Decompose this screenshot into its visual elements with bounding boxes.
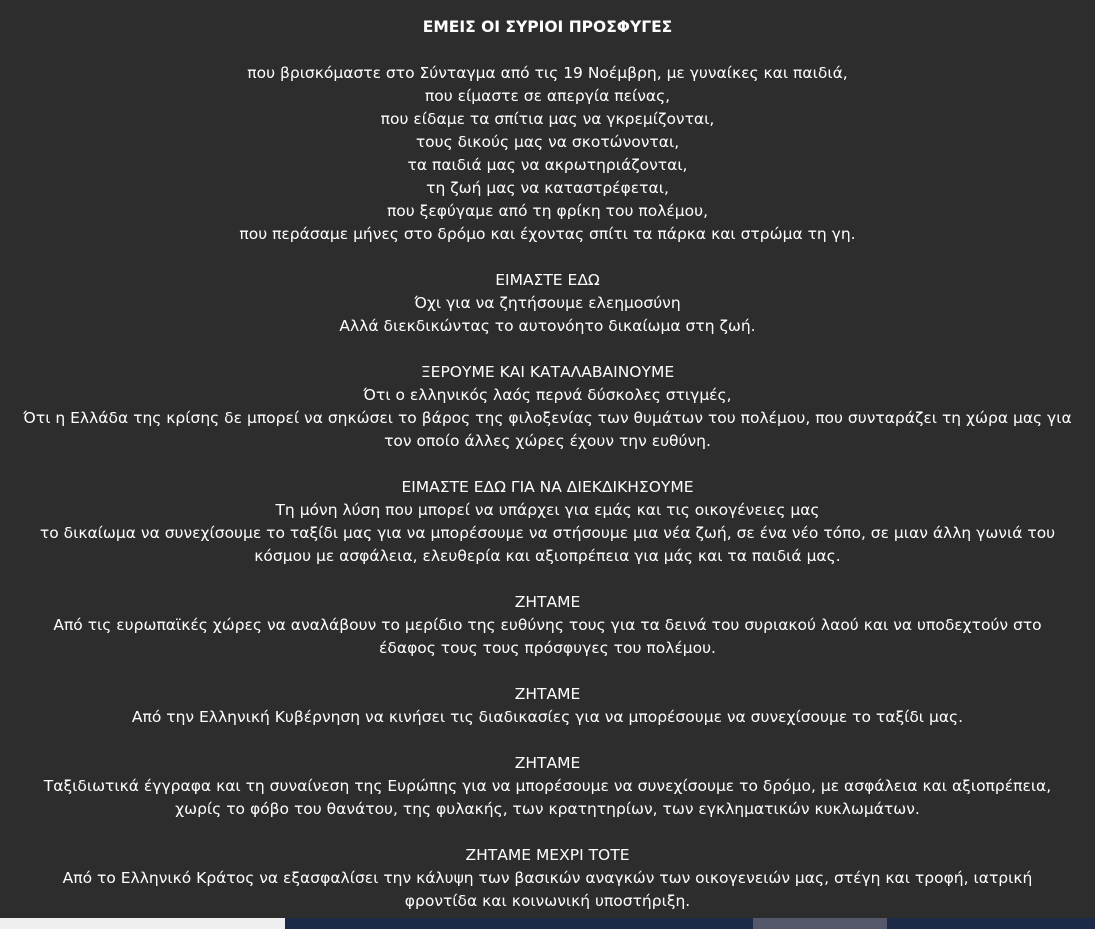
intro-line: που περάσαμε μήνες στο δρόμο και έχοντας σπίτι τα πάρκα και στρώμα τη γη. — [239, 225, 856, 243]
section-line: Αλλά διεκδικώντας το αυτονόητο δικαίωμα στη ζωή. — [339, 317, 756, 335]
bottom-bar-segment — [285, 918, 753, 929]
bottom-bar-segment — [753, 918, 887, 929]
bottom-bar — [0, 918, 1095, 929]
section-line: Από το Ελληνικό Κράτος να εξασφαλίσει την κάλυψη των βασικών αναγκών των οικογενειών μας, στέγη και τροφή, ιατρική — [62, 869, 1033, 887]
intro-line: τους δικούς μας να σκοτώνονται, — [415, 133, 680, 151]
section-line: Ότι η Ελλάδα της κρίσης δε μπορεί να σηκώσει το βάρος της φιλοξενίας των θυμάτων του πολέμου, που συνταράζει τη χώρα μας για — [23, 409, 1072, 427]
intro-line: που είμαστε σε απεργία πείνας, — [424, 87, 671, 105]
section-heading: ΖΗΤΑΜΕ — [514, 685, 581, 703]
section-heading: ΕΙΜΑΣΤΕ ΕΔΩ — [495, 271, 600, 289]
section-line: Από την Ελληνική Κυβέρνηση να κινήσει τις διαδικασίες για να μπορέσουμε να συνεχίσουμε το ταξίδι μας. — [131, 708, 964, 726]
section-line: Ταξιδιωτικά έγγραφα και τη συναίνεση της Ευρώπης για να μπορέσουμε να συνεχίσουμε το δρόμο, με ασφάλεια και αξιοπρέπεια, — [43, 777, 1052, 795]
section-demand-until-then — [0, 844, 1095, 913]
document-body — [0, 16, 1095, 913]
section-line: χωρίς το φόβο του θανάτου, της φυλακής, των κρατητηρίων, των εγκληματικών κυκλωμάτων. — [175, 800, 920, 818]
section-line: κόσμου με ασφάλεια, ελευθερία και αξιοπρέπεια για μάς και τα παιδιά μας. — [254, 547, 841, 565]
section-demand-europe — [0, 591, 1095, 660]
intro-line: που είδαμε τα σπίτια μας να γκρεμίζονται, — [380, 110, 715, 128]
section-line: τον οποίο άλλες χώρες έχουν την ευθύνη. — [384, 432, 711, 450]
section-heading: ΕΙΜΑΣΤΕ ΕΔΩ ΓΙΑ ΝΑ ΔΙΕΚΔΙΚΗΣΟΥΜΕ — [401, 478, 694, 496]
section-demand-government — [0, 683, 1095, 729]
section-heading: ΖΗΤΑΜΕ ΜΕΧΡΙ ΤΟΤΕ — [465, 846, 630, 864]
bottom-bar-segment — [887, 918, 1095, 929]
section-line: έδαφος τους τους πρόσφυγες του πολέμου. — [379, 639, 716, 657]
intro-line: τα παιδιά μας να ακρωτηριάζονται, — [407, 156, 688, 174]
section-line: το δικαίωμα να συνεχίσουμε το ταξίδι μας για να μπορέσουμε να στήσουμε μια νέα ζωή, σε ένα νέο τόπο, σε μιαν άλλη γωνιά του — [39, 524, 1056, 542]
section-demand-documents — [0, 752, 1095, 821]
bottom-bar-segment — [0, 918, 285, 929]
intro-block — [0, 62, 1095, 246]
section-line: Τη μόνη λύση που μπορεί να υπάρχει για εμάς και τις οικογένειες μας — [275, 501, 820, 519]
section-line: Ότι ο ελληνικός λαός περνά δύσκολες στιγμές, — [363, 386, 732, 404]
section-we-claim — [0, 476, 1095, 568]
section-heading: ΞΕΡΟΥΜΕ ΚΑΙ ΚΑΤΑΛΑΒΑΙΝΟΥΜΕ — [420, 363, 675, 381]
intro-line: που βρισκόμαστε στο Σύνταγμα από τις 19 Νοέμβρη, με γυναίκες και παιδιά, — [247, 64, 848, 82]
section-heading: ΖΗΤΑΜΕ — [514, 754, 581, 772]
section-we-know — [0, 361, 1095, 453]
document-title: ΕΜΕΙΣ ΟΙ ΣΥΡΙΟΙ ΠΡΟΣΦΥΓΕΣ — [422, 18, 673, 36]
section-line: Από τις ευρωπαϊκές χώρες να αναλάβουν το μερίδιο της ευθύνης τους για τα δεινά του συριακού λαού και να υποδεχτούν στο — [53, 616, 1042, 634]
section-heading: ΖΗΤΑΜΕ — [514, 593, 581, 611]
intro-line: που ξεφύγαμε από τη φρίκη του πολέμου, — [386, 202, 709, 220]
section-line: φροντίδα και κοινωνική υποστήριξη. — [404, 892, 691, 910]
section-line: Όχι για να ζητήσουμε ελεημοσύνη — [414, 294, 681, 312]
intro-line: τη ζωή μας να καταστρέφεται, — [426, 179, 669, 197]
section-we-are-here — [0, 269, 1095, 338]
